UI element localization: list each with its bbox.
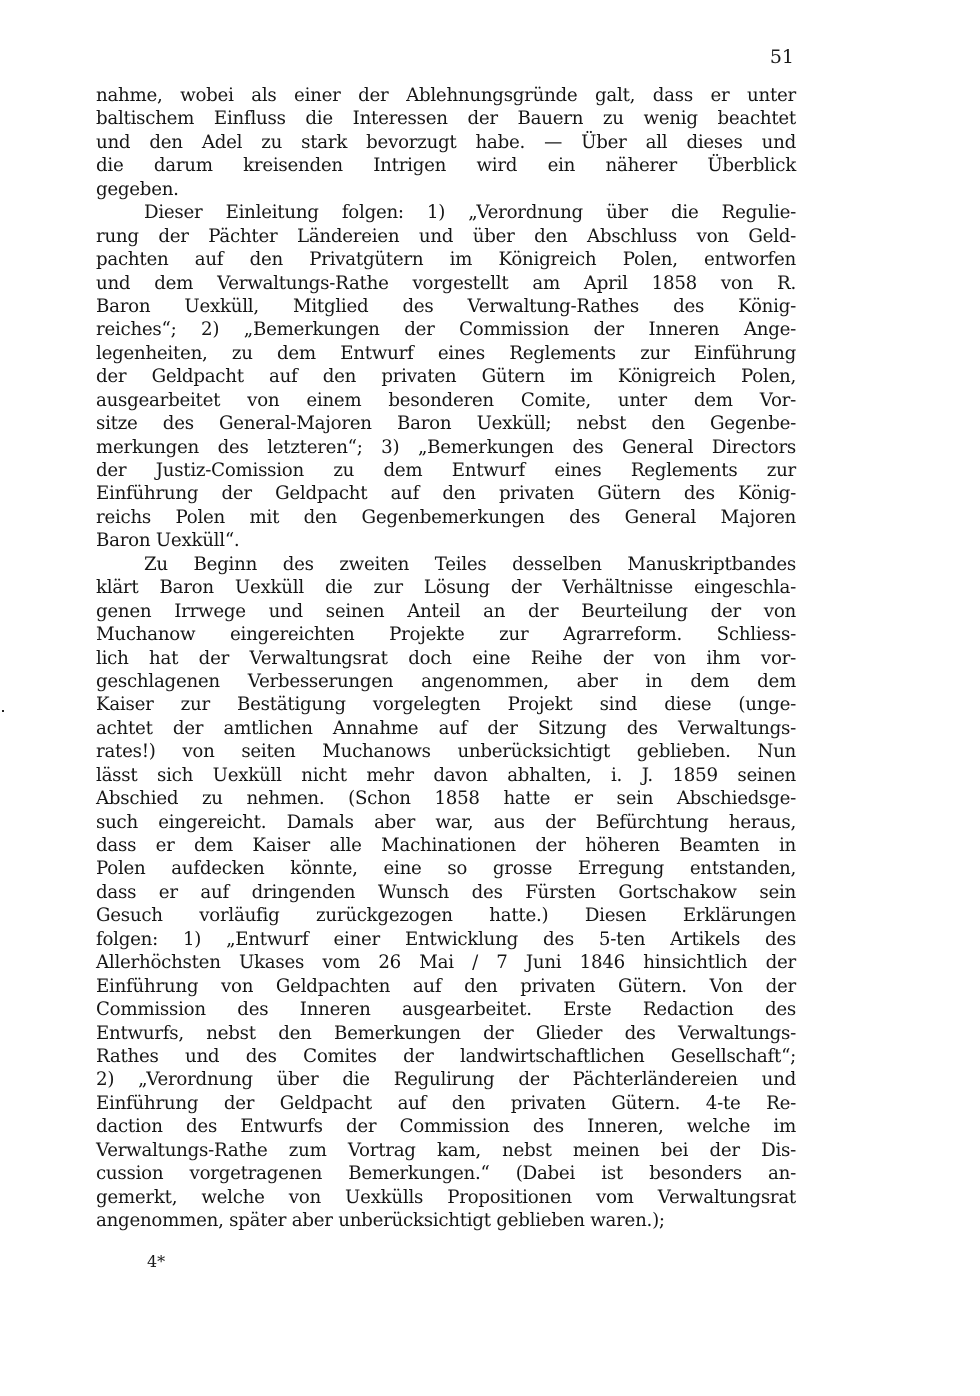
paragraph xyxy=(96,84,796,201)
text-line: dass er auf dringenden Wunsch des Fürsten Gortschakow sein xyxy=(96,881,796,903)
text-line: sitze des General-Majoren Baron Uexküll; nebst den Gegenbe- xyxy=(96,413,796,435)
text-line: angenommen, später aber unberücksichtigt geblieben waren.); xyxy=(96,1210,665,1231)
text-line: Rathes und des Comites der landwirtschaftlichen Gesellschaft“; xyxy=(96,1045,796,1067)
text-line: baltischem Einfluss die Interessen der Bauern zu wenig beachtet xyxy=(96,108,796,130)
text-line: 2) „Verordnung über die Regulirung der Pächterländereien und xyxy=(96,1069,796,1091)
body-text xyxy=(96,84,796,1232)
text-line: lässt sich Uexküll nicht mehr davon abhalten, i. J. 1859 seinen xyxy=(96,764,796,786)
text-line: dass er dem Kaiser alle Machinationen der höheren Beamten in xyxy=(96,835,796,856)
text-line: nahme, wobei als einer der Ablehnungsgründe galt, dass er unter xyxy=(96,85,796,106)
text-line: Baron Uexküll“. xyxy=(96,530,240,552)
text-line: folgen: 1) „Entwurf einer Entwicklung des 5-ten Artikels des xyxy=(96,928,796,950)
text-line: Allerhöchsten Ukases vom 26 Mai / 7 Juni 1846 hinsichtlich der xyxy=(96,952,796,974)
text-line: gegeben. xyxy=(96,178,179,200)
text-line: Gesuch vorläufig zurückgezogen hatte.) Diesen Erklärungen xyxy=(96,905,796,927)
text-line: rates!) von seiten Muchanows unberücksichtigt geblieben. Nun xyxy=(96,741,796,763)
text-line: pachten auf den Privatgütern im Königreich Polen, entworfen xyxy=(96,249,796,271)
paragraph xyxy=(96,201,796,553)
text-line: Commission des Inneren ausgearbeitet. Erste Redaction des xyxy=(96,999,796,1021)
text-line: Zu Beginn des zweiten Teiles desselben Manuskriptbandes xyxy=(144,553,796,575)
scan-speck xyxy=(2,710,4,712)
text-line: Einführung der Geldpacht auf den privaten Gütern. 4-te Re- xyxy=(96,1092,796,1114)
text-line: daction des Entwurfs der Commission des Inneren, welche im xyxy=(96,1116,796,1138)
text-line: Baron Uexküll, Mitglied des Verwaltung-Rathes des König- xyxy=(96,295,796,317)
text-line: legenheiten, zu dem Entwurf eines Reglements zur Einführung xyxy=(96,342,796,364)
text-line: geschlagenen Verbesserungen angenommen, aber in dem dem xyxy=(96,670,796,692)
text-line: Kaiser zur Bestätigung vorgelegten Projekt sind diese (unge- xyxy=(96,694,796,716)
text-line: gemerkt, welche von Uexkülls Propositionen vom Verwaltungsrat xyxy=(96,1186,796,1208)
text-line: der Justiz-Comission zu dem Entwurf eines Reglements zur xyxy=(96,460,796,481)
signature-mark: 4* xyxy=(147,1252,166,1271)
text-line: Entwurfs, nebst den Bemerkungen der Glieder des Verwaltungs- xyxy=(96,1022,796,1044)
text-line: rung der Pächter Ländereien und über den Abschluss von Geld- xyxy=(96,225,796,247)
text-line: die darum kreisenden Intrigen wird ein näherer Überblick xyxy=(96,155,796,177)
text-line: cussion vorgetragenen Bemerkungen.“ (Dabei ist besonders an- xyxy=(96,1163,796,1185)
text-line: Einführung von Geldpachten auf den privaten Gütern. Von der xyxy=(96,975,796,997)
text-line: such eingereicht. Damals aber war, aus der Befürchtung heraus, xyxy=(96,811,796,833)
text-line: und den Adel zu stark bevorzugt habe. — Über all dieses und xyxy=(96,131,796,153)
text-line: Einführung der Geldpacht auf den privaten Gütern des König- xyxy=(96,483,796,505)
text-line: Muchanow eingereichten Projekte zur Agrarreform. Schliess- xyxy=(96,624,796,646)
text-line: reichs Polen mit den Gegenbemerkungen des General Majoren xyxy=(96,506,796,528)
text-line: merkungen des letzteren“; 3) „Bemerkungen des General Directors xyxy=(96,436,796,458)
text-line: reiches“; 2) „Bemerkungen der Commission der Inneren Ange- xyxy=(96,319,796,341)
text-line: ausgearbeitet von einem besonderen Comite, unter dem Vor- xyxy=(96,389,796,411)
text-line: Dieser Einleitung folgen: 1) „Verordnung über die Regulie- xyxy=(144,202,796,224)
paragraph xyxy=(96,553,796,1233)
text-line: klärt Baron Uexküll die zur Lösung der Verhältnisse eingeschla- xyxy=(96,577,796,599)
text-line: Abschied zu nehmen. (Schon 1858 hatte er sein Abschiedsge- xyxy=(96,788,796,810)
text-line: und dem Verwaltungs-Rathe vorgestellt am April 1858 von R. xyxy=(96,272,796,294)
text-line: der Geldpacht auf den privaten Gütern im Königreich Polen, xyxy=(96,366,796,388)
text-line: Polen aufdecken könnte, eine so grosse Erregung entstanden, xyxy=(96,858,796,880)
text-line: Verwaltungs-Rathe zum Vortrag kam, nebst meinen bei der Dis- xyxy=(96,1139,796,1161)
text-line: lich hat der Verwaltungsrat doch eine Reihe der von ihm vor- xyxy=(96,647,796,669)
text-line: achtet der amtlichen Annahme auf der Sitzung des Verwaltungs- xyxy=(96,717,796,739)
page-number: 51 xyxy=(769,46,794,68)
text-line: genen Irrwege und seinen Anteil an der Beurteilung der von xyxy=(96,600,796,622)
